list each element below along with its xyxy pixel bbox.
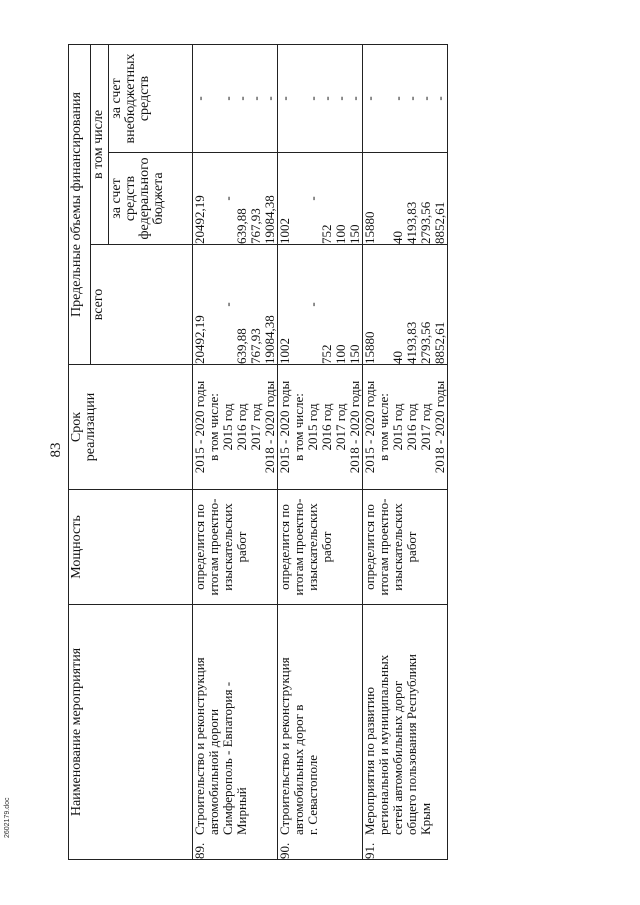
row-name: Мероприятия по развитию региональной и муниципальных сетей автомобильных дорог общего пользования Республики Крым [362,653,433,835]
page-number: 83 [48,442,64,458]
header-funding: Предельные объемы финансирования [69,45,91,365]
row-federal: 20492,19 - 639,88 767,93 19084,38 [193,153,278,245]
row-terms: 2015 - 2020 годы в том числе: 2015 год 2016 год 2017 год 2018 - 2020 годы [193,365,278,490]
row-extrabudget: - - - - - [193,45,278,153]
row-terms: 2015 - 2020 годы в том числе: 2015 год 2016 год 2017 год 2018 - 2020 годы [278,365,363,490]
document-id: 2602179.doc [4,797,11,838]
table-row [278,45,363,860]
header-federal: за счет средств федерального бюджета [109,153,193,245]
row-name-cell [363,605,448,860]
header-term: Срок реализации [69,365,193,490]
table-row [193,45,278,860]
row-number: 91. [362,842,377,859]
row-capacity: определится по итогам проектно- изыскательских работ [363,490,448,605]
header-capacity: Мощность [69,490,193,605]
row-total: 15880 40 4193,83 2793,56 8852,61 [363,245,448,365]
row-capacity: определится по итогам проектно- изыскательских работ [278,490,363,605]
row-number: 90. [277,842,292,859]
row-number: 89. [192,842,207,859]
rotated-page [40,40,600,860]
row-total: 1002 - 752 100 150 [278,245,363,365]
row-name: Строительство и реконструкция автомобильной дороги Симферополь - Евпатория - Мирный [192,657,249,835]
row-federal: 1002 - 752 100 150 [278,153,363,245]
row-name-cell [278,605,363,860]
row-terms: 2015 - 2020 годы в том числе: 2015 год 2016 год 2017 год 2018 - 2020 годы [363,365,448,490]
row-extrabudget: - - - - - [363,45,448,153]
header-including: в том числе [91,45,109,245]
header-extrabudget: за счет внебюджетных средств [109,45,193,153]
header-total: всего [91,245,193,365]
row-name: Строительство и реконструкция автомобильных дорог в г. Севастополе [277,657,320,835]
row-name-cell [193,605,278,860]
table-row [363,45,448,860]
row-capacity: определится по итогам проектно- изыскательских работ [193,490,278,605]
row-federal: 15880 40 4193,83 2793,56 8852,61 [363,153,448,245]
row-extrabudget: - - - - - [278,45,363,153]
row-total: 20492,19 - 639,88 767,93 19084,38 [193,245,278,365]
header-name: Наименование мероприятия [69,605,193,860]
program-table [68,44,448,860]
